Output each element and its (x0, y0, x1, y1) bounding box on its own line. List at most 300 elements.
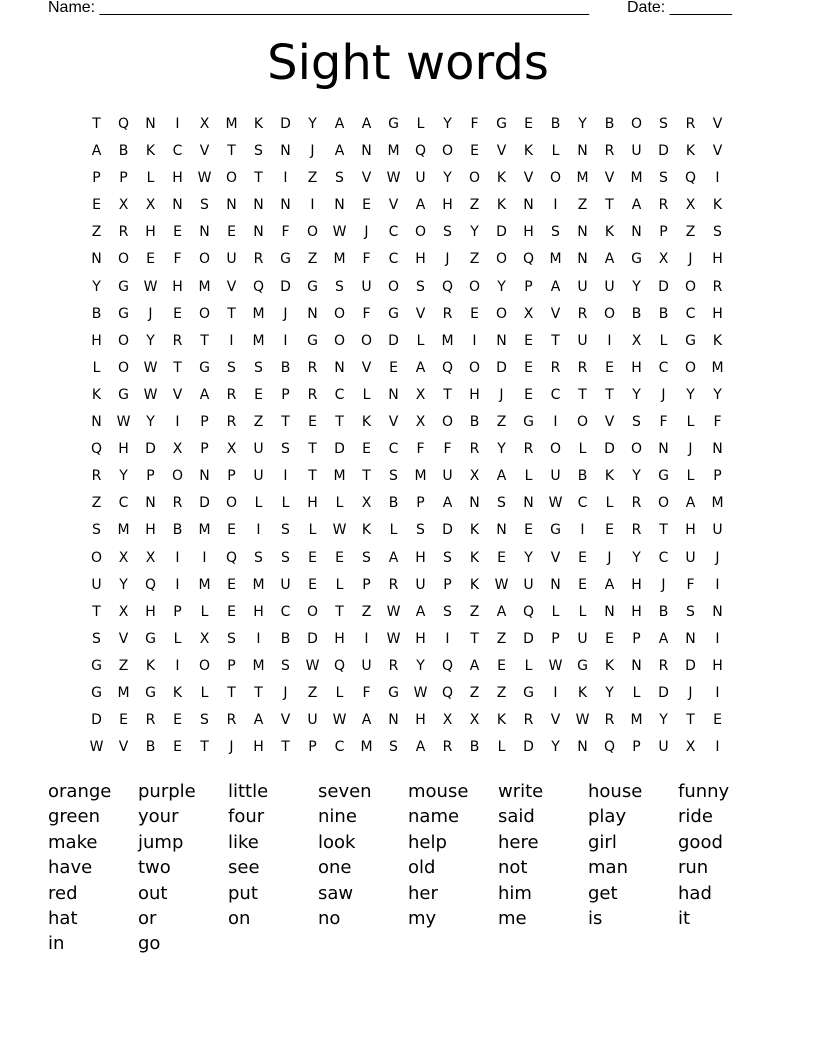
grid-letter[interactable]: L (578, 603, 587, 620)
grid-letter[interactable]: I (715, 576, 720, 593)
grid-letter[interactable]: S (443, 224, 452, 241)
grid-letter[interactable]: A (658, 630, 669, 647)
grid-letter[interactable]: N (199, 224, 210, 241)
grid-letter[interactable]: V (712, 116, 723, 132)
grid-letter[interactable]: Y (659, 712, 668, 729)
grid-letter[interactable]: Y (497, 441, 506, 458)
grid-letter[interactable]: G (523, 414, 534, 431)
grid-letter[interactable]: M (414, 468, 427, 485)
grid-letter[interactable]: W (305, 657, 320, 674)
grid-letter[interactable]: S (389, 739, 398, 756)
grid-letter[interactable]: T (281, 414, 290, 431)
grid-letter[interactable]: S (443, 549, 452, 566)
grid-letter[interactable]: O (90, 549, 103, 566)
grid-letter[interactable]: V (523, 170, 534, 187)
grid-letter[interactable]: X (361, 495, 372, 512)
grid-letter[interactable]: U (658, 739, 669, 756)
grid-letter[interactable]: L (254, 495, 263, 512)
grid-letter[interactable]: L (686, 414, 695, 431)
grid-letter[interactable]: R (145, 712, 156, 729)
grid-letter[interactable]: O (306, 224, 319, 241)
grid-letter[interactable]: O (495, 251, 508, 268)
grid-letter[interactable]: X (685, 739, 696, 756)
grid-letter[interactable]: Y (497, 278, 506, 295)
grid-letter[interactable]: L (551, 143, 560, 160)
grid-letter[interactable]: R (253, 251, 264, 268)
grid-letter[interactable]: Y (119, 468, 128, 485)
grid-letter[interactable]: Y (605, 684, 614, 701)
grid-letter[interactable]: O (630, 116, 643, 132)
grid-letter[interactable]: M (198, 576, 211, 593)
grid-letter[interactable]: E (497, 657, 506, 674)
grid-letter[interactable]: A (334, 116, 345, 132)
grid-letter[interactable]: R (388, 657, 399, 674)
grid-letter[interactable]: A (469, 657, 480, 674)
grid-letter[interactable]: D (658, 143, 669, 160)
grid-letter[interactable]: I (364, 630, 369, 647)
grid-letter[interactable]: W (332, 712, 347, 729)
grid-letter[interactable]: L (497, 739, 506, 756)
grid-letter[interactable]: I (175, 116, 180, 132)
grid-letter[interactable]: A (253, 712, 264, 729)
grid-letter[interactable]: X (226, 441, 237, 458)
grid-letter[interactable]: C (658, 549, 669, 566)
grid-letter[interactable]: H (415, 712, 426, 729)
grid-letter[interactable]: V (361, 359, 372, 376)
grid-letter[interactable]: F (470, 116, 479, 132)
grid-letter[interactable]: Z (469, 197, 480, 214)
grid-letter[interactable]: L (146, 170, 155, 187)
grid-letter[interactable]: I (175, 576, 180, 593)
grid-letter[interactable]: J (688, 251, 693, 268)
grid-letter[interactable]: A (496, 468, 507, 485)
grid-letter[interactable]: N (172, 197, 183, 214)
grid-letter[interactable]: E (308, 549, 317, 566)
grid-letter[interactable]: B (172, 522, 183, 539)
grid-letter[interactable]: Z (469, 251, 480, 268)
grid-letter[interactable]: F (686, 576, 695, 593)
grid-letter[interactable]: K (172, 684, 183, 701)
grid-letter[interactable]: A (199, 386, 210, 403)
grid-letter[interactable]: M (252, 305, 265, 322)
grid-letter[interactable]: R (631, 495, 642, 512)
grid-letter[interactable]: E (308, 414, 317, 431)
grid-letter[interactable]: Y (524, 549, 533, 566)
grid-letter[interactable]: P (281, 386, 290, 403)
grid-letter[interactable]: L (578, 441, 587, 458)
grid-letter[interactable]: R (712, 278, 723, 295)
grid-letter[interactable]: N (280, 143, 291, 160)
grid-letter[interactable]: B (658, 603, 669, 620)
grid-letter[interactable]: V (280, 712, 291, 729)
grid-letter[interactable]: K (145, 143, 156, 160)
grid-letter[interactable]: H (685, 522, 696, 539)
grid-letter[interactable]: S (416, 278, 425, 295)
grid-letter[interactable]: F (281, 224, 290, 241)
grid-letter[interactable]: Y (308, 116, 317, 132)
grid-letter[interactable]: R (577, 305, 588, 322)
grid-letter[interactable]: U (253, 441, 264, 458)
grid-letter[interactable]: N (199, 468, 210, 485)
grid-letter[interactable]: N (496, 332, 507, 349)
grid-letter[interactable]: O (630, 441, 643, 458)
grid-letter[interactable]: U (442, 468, 453, 485)
grid-letter[interactable]: V (496, 143, 507, 160)
grid-letter[interactable]: K (577, 684, 588, 701)
grid-letter[interactable]: M (441, 332, 454, 349)
grid-letter[interactable]: R (631, 522, 642, 539)
grid-letter[interactable]: B (469, 414, 480, 431)
grid-letter[interactable]: S (200, 197, 209, 214)
grid-letter[interactable]: A (604, 576, 615, 593)
grid-letter[interactable]: N (577, 739, 588, 756)
grid-letter[interactable]: D (280, 278, 291, 295)
grid-letter[interactable]: O (171, 468, 184, 485)
grid-letter[interactable]: C (388, 251, 399, 268)
grid-letter[interactable]: Y (551, 739, 560, 756)
grid-letter[interactable]: W (332, 522, 347, 539)
grid-letter[interactable]: O (225, 170, 238, 187)
grid-letter[interactable]: H (91, 332, 102, 349)
grid-letter[interactable]: Z (469, 684, 480, 701)
grid-letter[interactable]: Z (496, 684, 507, 701)
grid-letter[interactable]: N (523, 197, 534, 214)
grid-letter[interactable]: H (118, 441, 129, 458)
grid-letter[interactable]: N (631, 224, 642, 241)
grid-letter[interactable]: G (658, 468, 669, 485)
grid-letter[interactable]: T (686, 712, 695, 729)
grid-letter[interactable]: N (604, 603, 615, 620)
grid-letter[interactable]: A (685, 495, 696, 512)
grid-letter[interactable]: T (443, 386, 452, 403)
grid-letter[interactable]: I (715, 684, 720, 701)
grid-letter[interactable]: U (604, 278, 615, 295)
grid-letter[interactable]: K (469, 549, 480, 566)
grid-letter[interactable]: S (659, 116, 668, 132)
grid-letter[interactable]: B (604, 116, 615, 132)
grid-letter[interactable]: O (657, 495, 670, 512)
grid-letter[interactable]: L (200, 684, 209, 701)
grid-letter[interactable]: M (630, 712, 643, 729)
grid-letter[interactable]: Z (307, 684, 318, 701)
grid-letter[interactable]: D (442, 522, 453, 539)
grid-letter[interactable]: I (175, 549, 180, 566)
grid-letter[interactable]: P (227, 657, 236, 674)
grid-letter[interactable]: O (441, 414, 454, 431)
grid-letter[interactable]: W (116, 414, 131, 431)
grid-letter[interactable]: N (658, 441, 669, 458)
grid-letter[interactable]: G (523, 684, 534, 701)
grid-letter[interactable]: Z (496, 414, 507, 431)
grid-letter[interactable]: E (173, 739, 182, 756)
grid-letter[interactable]: O (684, 359, 697, 376)
grid-letter[interactable]: T (605, 197, 614, 214)
grid-letter[interactable]: R (685, 116, 696, 132)
grid-letter[interactable]: K (712, 332, 723, 349)
grid-letter[interactable]: L (92, 359, 101, 376)
grid-letter[interactable]: M (117, 522, 130, 539)
grid-letter[interactable]: G (118, 386, 129, 403)
grid-letter[interactable]: O (684, 278, 697, 295)
grid-letter[interactable]: V (415, 305, 426, 322)
grid-letter[interactable]: O (117, 359, 130, 376)
grid-letter[interactable]: J (715, 549, 720, 566)
grid-letter[interactable]: S (281, 549, 290, 566)
grid-letter[interactable]: T (281, 739, 290, 756)
grid-letter[interactable]: J (283, 684, 288, 701)
grid-letter[interactable]: H (334, 630, 345, 647)
grid-letter[interactable]: R (388, 576, 399, 593)
grid-letter[interactable]: M (198, 522, 211, 539)
grid-letter[interactable]: L (551, 603, 560, 620)
grid-letter[interactable]: J (310, 143, 315, 160)
grid-letter[interactable]: A (91, 143, 102, 160)
grid-letter[interactable]: O (468, 359, 481, 376)
grid-letter[interactable]: T (227, 143, 236, 160)
grid-letter[interactable]: M (117, 684, 130, 701)
grid-letter[interactable]: P (200, 441, 209, 458)
grid-letter[interactable]: F (659, 414, 668, 431)
grid-letter[interactable]: R (604, 712, 615, 729)
grid-letter[interactable]: E (362, 441, 371, 458)
grid-letter[interactable]: R (550, 359, 561, 376)
grid-letter[interactable]: V (199, 143, 210, 160)
grid-letter[interactable]: L (416, 116, 425, 132)
grid-letter[interactable]: K (469, 576, 480, 593)
grid-letter[interactable]: S (497, 495, 506, 512)
grid-letter[interactable]: L (686, 468, 695, 485)
grid-letter[interactable]: R (226, 386, 237, 403)
grid-letter[interactable]: E (227, 224, 236, 241)
grid-letter[interactable]: W (548, 657, 563, 674)
grid-letter[interactable]: Y (146, 332, 155, 349)
grid-letter[interactable]: F (362, 251, 371, 268)
grid-letter[interactable]: E (227, 603, 236, 620)
grid-letter[interactable]: H (712, 251, 723, 268)
grid-letter[interactable]: I (283, 170, 288, 187)
grid-letter[interactable]: K (685, 143, 696, 160)
grid-letter[interactable]: U (415, 170, 426, 187)
grid-letter[interactable]: W (548, 495, 563, 512)
grid-letter[interactable]: B (550, 116, 561, 132)
grid-letter[interactable]: S (416, 522, 425, 539)
grid-letter[interactable]: I (472, 332, 477, 349)
grid-letter[interactable]: A (415, 359, 426, 376)
grid-letter[interactable]: T (200, 739, 209, 756)
grid-letter[interactable]: F (713, 414, 722, 431)
grid-letter[interactable]: I (715, 170, 720, 187)
grid-letter[interactable]: L (416, 332, 425, 349)
grid-letter[interactable]: I (553, 414, 558, 431)
grid-letter[interactable]: S (254, 549, 263, 566)
grid-letter[interactable]: T (551, 332, 560, 349)
grid-letter[interactable]: N (712, 603, 723, 620)
grid-letter[interactable]: G (118, 278, 129, 295)
grid-letter[interactable]: M (711, 495, 724, 512)
grid-letter[interactable]: E (470, 143, 479, 160)
grid-letter[interactable]: E (524, 332, 533, 349)
grid-letter[interactable]: O (414, 224, 427, 241)
grid-letter[interactable]: Q (603, 739, 616, 756)
grid-letter[interactable]: P (713, 468, 722, 485)
grid-letter[interactable]: N (253, 197, 264, 214)
grid-letter[interactable]: L (200, 603, 209, 620)
grid-letter[interactable]: E (578, 549, 587, 566)
grid-letter[interactable]: S (92, 522, 101, 539)
grid-letter[interactable]: S (686, 603, 695, 620)
grid-letter[interactable]: O (387, 278, 400, 295)
grid-letter[interactable]: G (307, 332, 318, 349)
grid-letter[interactable]: I (715, 630, 720, 647)
grid-letter[interactable]: N (334, 359, 345, 376)
grid-letter[interactable]: H (415, 251, 426, 268)
grid-letter[interactable]: U (577, 278, 588, 295)
grid-letter[interactable]: Q (90, 441, 103, 458)
grid-letter[interactable]: G (550, 522, 561, 539)
grid-letter[interactable]: E (389, 359, 398, 376)
grid-letter[interactable]: W (494, 576, 509, 593)
grid-letter[interactable]: E (173, 305, 182, 322)
grid-letter[interactable]: T (308, 468, 317, 485)
grid-letter[interactable]: O (198, 305, 211, 322)
grid-letter[interactable]: X (685, 197, 696, 214)
grid-letter[interactable]: H (145, 603, 156, 620)
grid-letter[interactable]: N (226, 197, 237, 214)
grid-letter[interactable]: H (469, 386, 480, 403)
grid-letter[interactable]: Z (469, 603, 480, 620)
grid-letter[interactable]: X (469, 468, 480, 485)
grid-letter[interactable]: U (415, 576, 426, 593)
grid-letter[interactable]: N (685, 630, 696, 647)
grid-letter[interactable]: T (308, 441, 317, 458)
grid-letter[interactable]: K (469, 522, 480, 539)
grid-letter[interactable]: T (362, 468, 371, 485)
grid-letter[interactable]: V (118, 739, 129, 756)
grid-letter[interactable]: H (253, 739, 264, 756)
grid-letter[interactable]: C (172, 143, 183, 160)
grid-letter[interactable]: D (658, 684, 669, 701)
grid-letter[interactable]: W (386, 170, 401, 187)
grid-letter[interactable]: D (604, 441, 615, 458)
grid-letter[interactable]: M (576, 170, 589, 187)
grid-letter[interactable]: W (386, 630, 401, 647)
grid-letter[interactable]: Y (119, 576, 128, 593)
grid-letter[interactable]: U (253, 468, 264, 485)
grid-letter[interactable]: Y (146, 414, 155, 431)
grid-letter[interactable]: Z (685, 224, 696, 241)
grid-letter[interactable]: B (91, 305, 102, 322)
grid-letter[interactable]: U (685, 549, 696, 566)
grid-letter[interactable]: H (145, 224, 156, 241)
grid-letter[interactable]: O (603, 305, 616, 322)
grid-letter[interactable]: Y (578, 116, 587, 132)
grid-letter[interactable]: R (307, 359, 318, 376)
grid-letter[interactable]: W (89, 739, 104, 756)
grid-letter[interactable]: Y (713, 386, 722, 403)
grid-letter[interactable]: E (497, 549, 506, 566)
grid-letter[interactable]: Z (496, 630, 507, 647)
grid-letter[interactable]: Q (144, 576, 157, 593)
grid-letter[interactable]: I (283, 468, 288, 485)
grid-letter[interactable]: Y (416, 657, 425, 674)
grid-letter[interactable]: N (577, 143, 588, 160)
grid-letter[interactable]: N (145, 116, 156, 132)
grid-letter[interactable]: N (469, 495, 480, 512)
grid-letter[interactable]: K (496, 712, 507, 729)
grid-letter[interactable]: G (91, 684, 102, 701)
grid-letter[interactable]: G (199, 359, 210, 376)
grid-letter[interactable]: E (524, 116, 533, 132)
grid-letter[interactable]: N (361, 143, 372, 160)
grid-letter[interactable]: W (197, 170, 212, 187)
grid-letter[interactable]: C (388, 441, 399, 458)
grid-letter[interactable]: G (388, 116, 399, 132)
grid-letter[interactable]: S (551, 224, 560, 241)
grid-letter[interactable]: P (659, 224, 668, 241)
grid-letter[interactable]: M (252, 576, 265, 593)
grid-letter[interactable]: S (281, 522, 290, 539)
grid-letter[interactable]: X (199, 116, 210, 132)
grid-letter[interactable]: N (631, 657, 642, 674)
grid-letter[interactable]: R (658, 657, 669, 674)
grid-letter[interactable]: E (713, 712, 722, 729)
grid-letter[interactable]: O (117, 332, 130, 349)
grid-letter[interactable]: T (335, 603, 344, 620)
grid-letter[interactable]: E (146, 251, 155, 268)
grid-letter[interactable]: C (118, 495, 129, 512)
grid-letter[interactable]: M (630, 170, 643, 187)
grid-letter[interactable]: K (604, 224, 615, 241)
grid-letter[interactable]: I (229, 332, 234, 349)
grid-letter[interactable]: V (550, 305, 561, 322)
grid-letter[interactable]: R (604, 143, 615, 160)
grid-letter[interactable]: Z (91, 495, 102, 512)
grid-letter[interactable]: P (146, 468, 155, 485)
grid-letter[interactable]: U (91, 576, 102, 593)
grid-letter[interactable]: L (308, 522, 317, 539)
grid-letter[interactable]: L (335, 684, 344, 701)
grid-letter[interactable]: Z (577, 197, 588, 214)
grid-letter[interactable]: E (173, 224, 182, 241)
grid-letter[interactable]: H (415, 549, 426, 566)
grid-letter[interactable]: W (332, 224, 347, 241)
grid-letter[interactable]: Q (441, 657, 454, 674)
grid-letter[interactable]: E (524, 522, 533, 539)
grid-letter[interactable]: M (387, 143, 400, 160)
grid-letter[interactable]: A (361, 116, 372, 132)
grid-letter[interactable]: A (361, 712, 372, 729)
grid-letter[interactable]: H (712, 657, 723, 674)
grid-letter[interactable]: C (658, 359, 669, 376)
grid-letter[interactable]: O (468, 170, 481, 187)
grid-letter[interactable]: W (413, 684, 428, 701)
grid-letter[interactable]: P (200, 414, 209, 431)
grid-letter[interactable]: T (200, 332, 209, 349)
grid-letter[interactable]: M (360, 739, 373, 756)
grid-letter[interactable]: C (334, 739, 345, 756)
grid-letter[interactable]: X (199, 630, 210, 647)
grid-letter[interactable]: P (308, 739, 317, 756)
grid-letter[interactable]: V (550, 549, 561, 566)
grid-letter[interactable]: Z (361, 603, 372, 620)
grid-letter[interactable]: B (469, 739, 480, 756)
grid-letter[interactable]: I (310, 197, 315, 214)
grid-letter[interactable]: T (659, 522, 668, 539)
grid-letter[interactable]: Y (686, 386, 695, 403)
grid-letter[interactable]: N (253, 224, 264, 241)
grid-letter[interactable]: R (523, 712, 534, 729)
grid-letter[interactable]: J (229, 739, 234, 756)
